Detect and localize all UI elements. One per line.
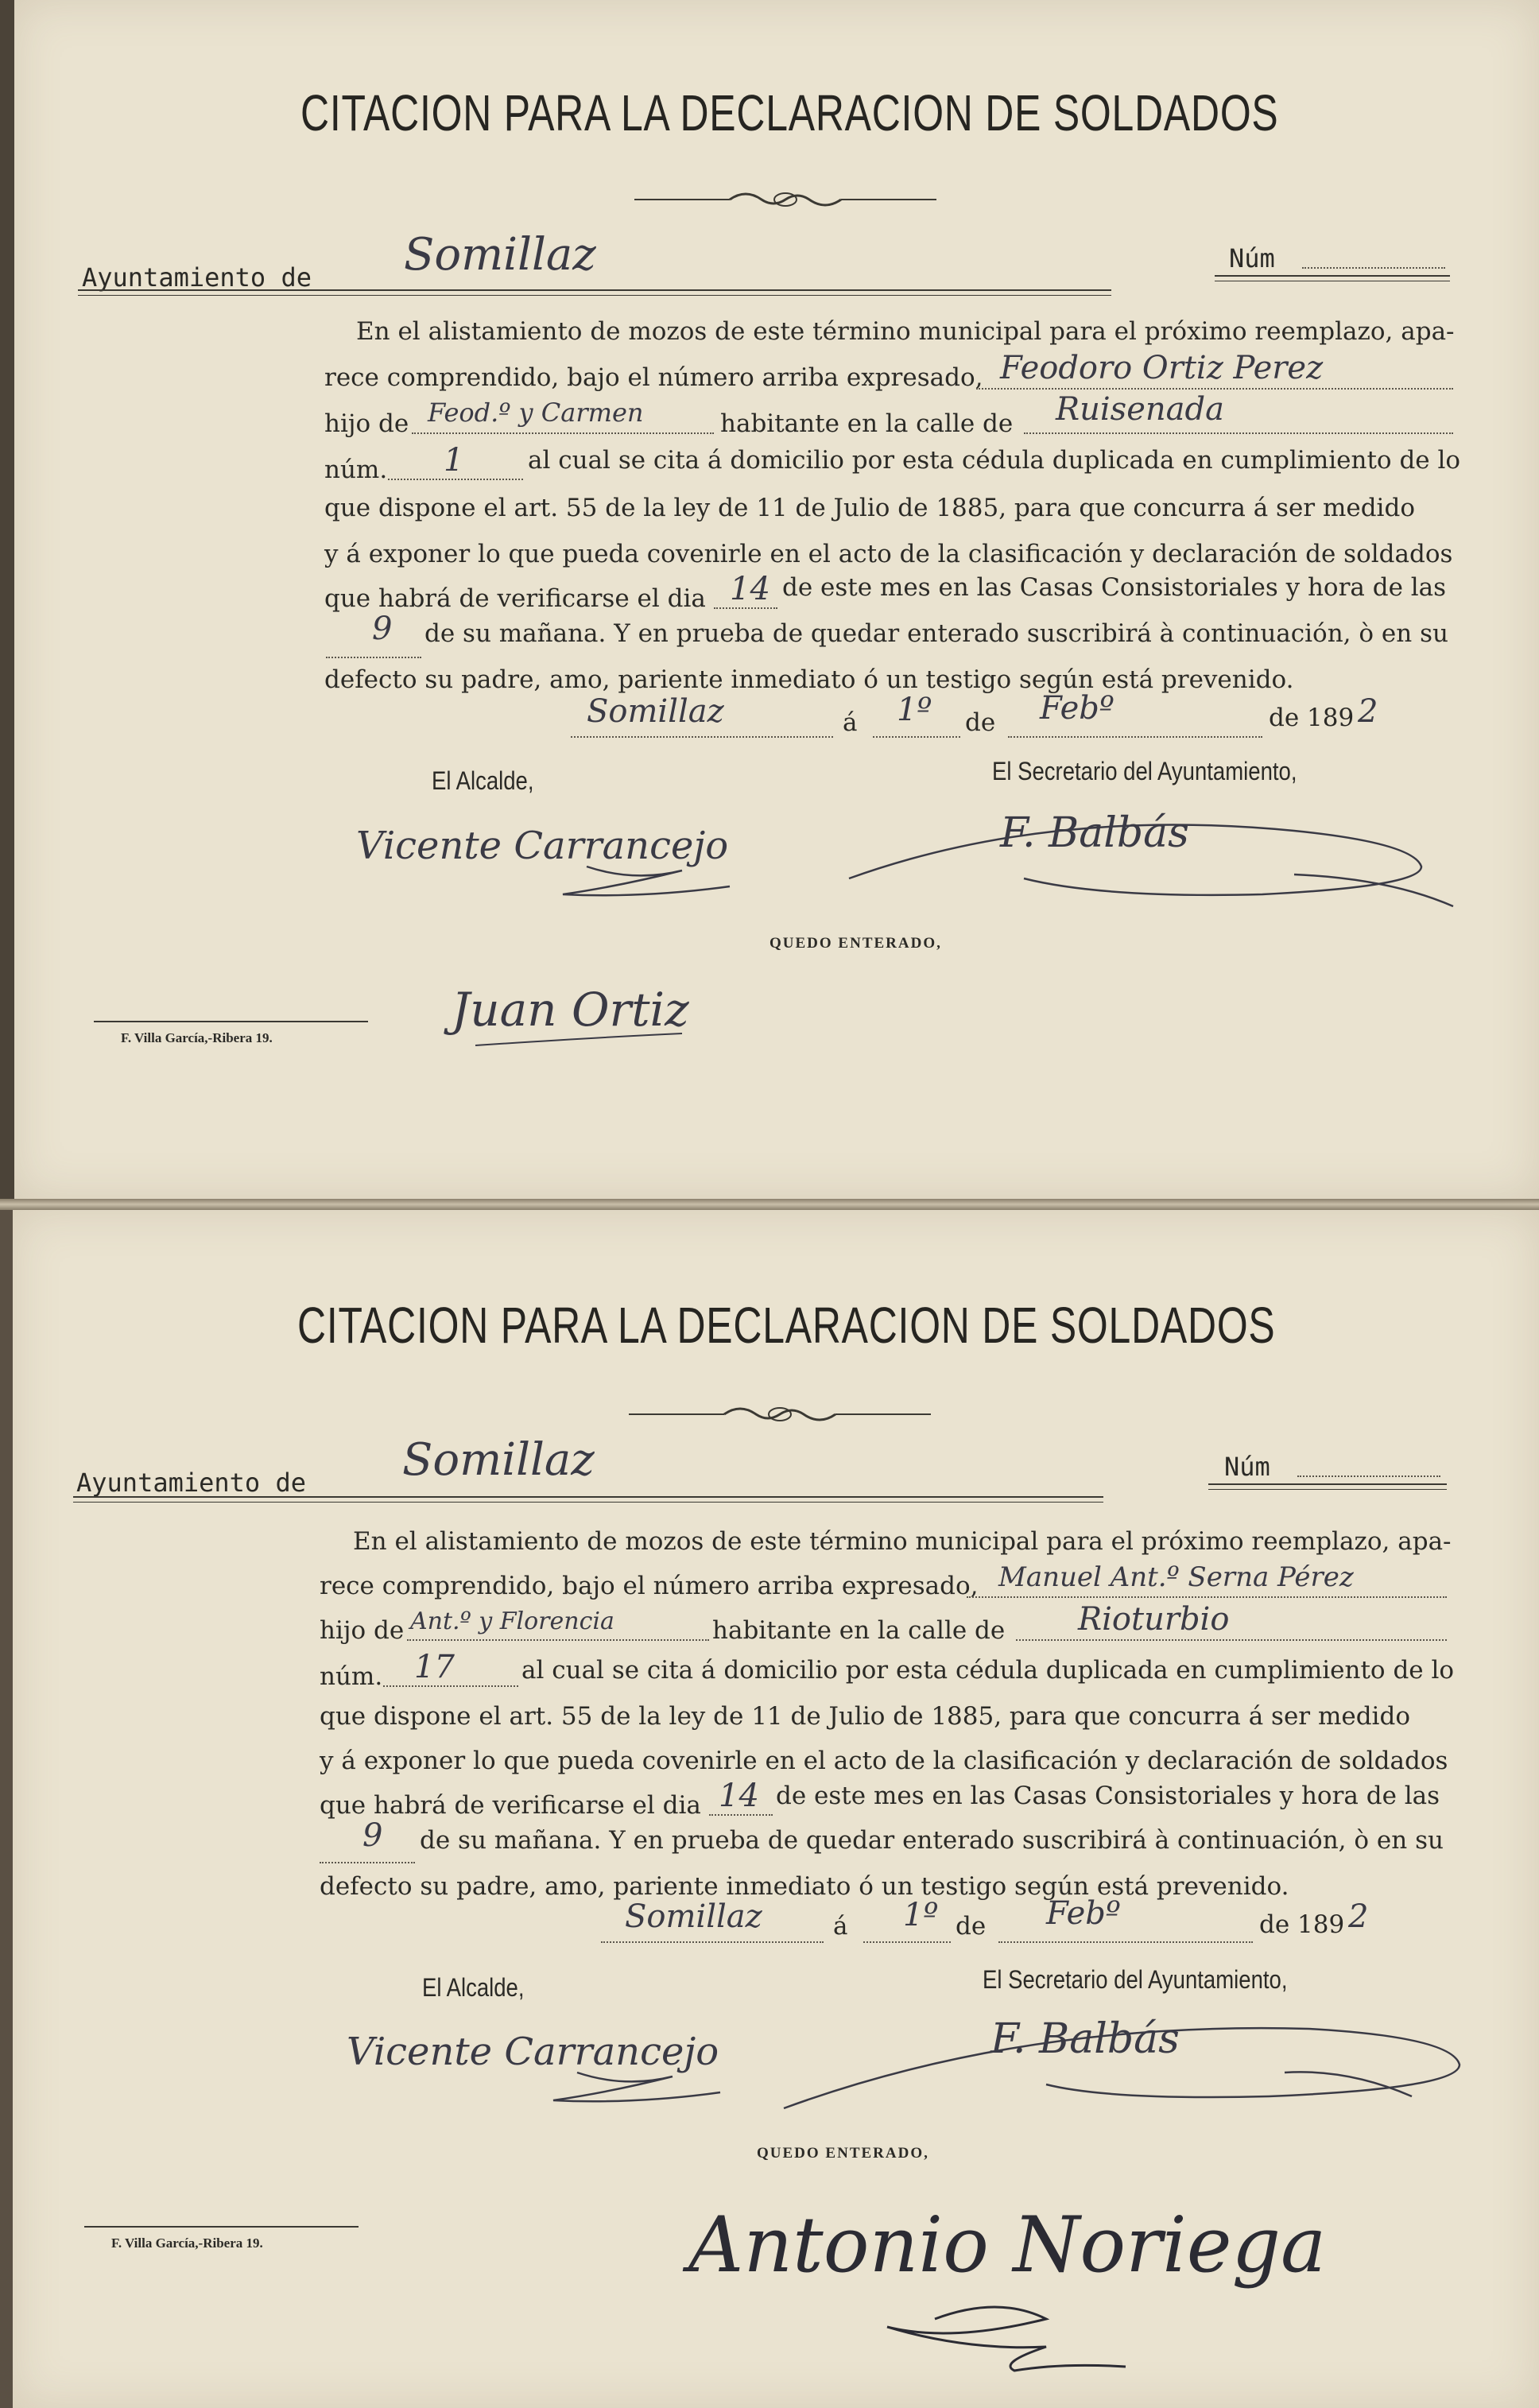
- date-day-dots: [863, 1941, 951, 1943]
- quedo-enterado-label: QUEDO ENTERADO,: [770, 935, 942, 952]
- parents-dots: [407, 1639, 709, 1641]
- day-dots: [714, 607, 777, 609]
- citation-form-2: [0, 1210, 1539, 2408]
- month-value: Febº: [1046, 1895, 1121, 1932]
- a-label: á: [833, 1912, 848, 1941]
- de-label: de: [956, 1912, 987, 1941]
- hour-value: 9: [362, 1817, 383, 1854]
- body-line-4: al cual se cita á domicilio por esta cédula duplicada en cumplimiento de lo: [521, 1656, 1455, 1685]
- num-short-value: 17: [414, 1649, 455, 1685]
- day-value: 14: [719, 1778, 759, 1814]
- enterado-signature-text: Juan Ortiz: [452, 983, 689, 1037]
- printer-credit: F. Villa García,-Ribera 19.: [111, 2235, 263, 2251]
- street-value: Rioturbio: [1078, 1601, 1230, 1638]
- form-title: CITACION PARA LA DECLARACION DE SOLDADOS: [300, 84, 1279, 142]
- habitante-label: habitante en la calle de: [720, 409, 1014, 438]
- body-line-1: En el alistamiento de mozos de este término municipal para el próximo reemplazo, apa-: [356, 317, 1455, 346]
- alcalde-signature-text: Vicente Carrancejo: [356, 824, 729, 868]
- day-dots: [709, 1814, 773, 1816]
- month-value: Febº: [1040, 690, 1115, 727]
- conscript-name: Manuel Ant.º Serna Pérez: [998, 1561, 1354, 1593]
- num-short-dots: [388, 479, 523, 480]
- body-line-2: rece comprendido, bajo el número arriba expresado,: [320, 1572, 979, 1600]
- enterado-signature: [680, 2184, 1444, 2391]
- body-line-7: que habrá de verificarse el dia: [320, 1791, 701, 1820]
- body-line-8: de su mañana. Y en prueba de quedar enterado suscribirá à continuación, ò en su: [420, 1826, 1444, 1855]
- alcalde-signature-text: Vicente Carrancejo: [347, 2030, 719, 2074]
- ayuntamiento-label: Ayuntamiento de: [82, 262, 312, 293]
- street-value: Ruisenada: [1056, 391, 1224, 428]
- name-dots: [967, 1596, 1447, 1598]
- page-fold: [0, 1199, 1539, 1210]
- year-digit: 2: [1348, 1898, 1369, 1935]
- ayuntamiento-label: Ayuntamiento de: [76, 1468, 306, 1498]
- hour-dots: [320, 1862, 415, 1863]
- hijo-label: hijo de: [320, 1616, 405, 1645]
- alcalde-signature: [348, 795, 762, 914]
- quedo-enterado-label: QUEDO ENTERADO,: [757, 2145, 929, 2162]
- num-label: Núm: [1224, 1452, 1270, 1482]
- citation-form-1: [0, 0, 1539, 1199]
- alcalde-signature: [339, 2005, 752, 2124]
- date-day-dots: [873, 736, 960, 738]
- printer-rule: [94, 1021, 368, 1022]
- conscript-name: Feodoro Ortiz Perez: [1000, 350, 1324, 386]
- secretario-signature: [849, 787, 1485, 922]
- num-dots: [1302, 267, 1445, 269]
- day-value: 14: [730, 571, 770, 607]
- secretario-signature-text: F. Balbás: [990, 2015, 1180, 2063]
- hour-value: 9: [372, 611, 393, 647]
- body-line-8: de su mañana. Y en prueba de quedar enterado suscribirá à continuación, ò en su: [424, 619, 1448, 648]
- num-rule: [1208, 1483, 1447, 1490]
- ayuntamiento-value: Somillaz: [402, 1434, 595, 1486]
- body-line-1: En el alistamiento de mozos de este término municipal para el próximo reemplazo, apa-: [353, 1527, 1452, 1556]
- de-label: de: [965, 708, 996, 737]
- name-dots: [976, 388, 1453, 390]
- body-line-6: y á exponer lo que pueda covenirle en el acto de la clasificación y declaración de soldados: [320, 1747, 1448, 1775]
- month-dots: [1008, 736, 1262, 738]
- body-line-5: que dispone el art. 55 de la ley de 11 de Julio de 1885, para que concurra á ser medido: [324, 494, 1415, 522]
- body-line-5: que dispone el art. 55 de la ley de 11 de Julio de 1885, para que concurra á ser medido: [320, 1702, 1410, 1731]
- secretario-label: El Secretario del Ayuntamiento,: [992, 757, 1297, 785]
- secretario-signature: [776, 1997, 1491, 2132]
- date-day-value: 1º: [897, 692, 932, 728]
- body-line-2: rece comprendido, bajo el número arriba expresado,: [324, 363, 983, 392]
- form-title: CITACION PARA LA DECLARACION DE SOLDADOS: [297, 1297, 1276, 1354]
- alcalde-label: El Alcalde,: [432, 766, 534, 795]
- place-value: Somillaz: [625, 1898, 762, 1935]
- body-line-9: defecto su padre, amo, pariente inmediato ó un testigo según está prevenido.: [324, 665, 1294, 694]
- body-line-4: al cual se cita á domicilio por esta cédula duplicada en cumplimiento de lo: [528, 446, 1461, 475]
- num-dots: [1297, 1475, 1440, 1477]
- body-line-7: que habrá de verificarse el dia: [324, 584, 706, 613]
- place-dots: [601, 1941, 824, 1943]
- year-prefix: de 189: [1259, 1910, 1345, 1939]
- month-dots: [998, 1941, 1253, 1943]
- hour-dots: [326, 657, 421, 658]
- ornament-divider: [629, 1402, 931, 1426]
- habitante-label: habitante en la calle de: [712, 1616, 1006, 1645]
- year-prefix: de 189: [1269, 704, 1355, 732]
- place-value: Somillaz: [587, 693, 724, 730]
- num-label: Núm: [1229, 243, 1275, 273]
- hijo-label: hijo de: [324, 409, 409, 438]
- ayuntamiento-rule: [73, 1496, 1103, 1503]
- num-short-value: 1: [444, 442, 464, 479]
- body-line-7-suffix: de este mes en las Casas Consistoriales y hora de las: [776, 1782, 1440, 1810]
- secretario-signature-text: F. Balbás: [1000, 809, 1189, 857]
- alcalde-label: El Alcalde,: [422, 1973, 525, 2002]
- body-line-7-suffix: de este mes en las Casas Consistoriales y hora de las: [782, 573, 1447, 602]
- ayuntamiento-value: Somillaz: [404, 229, 596, 281]
- ornament-divider: [634, 188, 936, 211]
- body-line-9: defecto su padre, amo, pariente inmediato ó un testigo según está prevenido.: [320, 1872, 1289, 1901]
- printer-credit: F. Villa García,-Ribera 19.: [121, 1030, 273, 1045]
- place-dots: [571, 736, 833, 738]
- secretario-label: El Secretario del Ayuntamiento,: [983, 1965, 1288, 1994]
- enterado-signature: [444, 958, 730, 1061]
- num-rule: [1215, 275, 1450, 281]
- date-day-value: 1º: [903, 1897, 939, 1933]
- parents-value: Feod.º y Carmen: [428, 397, 644, 428]
- a-label: á: [843, 708, 858, 737]
- body-line-6: y á exponer lo que pueda covenirle en el acto de la clasificación y declaración de soldados: [324, 540, 1453, 568]
- year-digit: 2: [1358, 693, 1378, 730]
- parents-value: Ant.º y Florencia: [410, 1607, 614, 1635]
- street-dots: [1016, 1639, 1447, 1641]
- ayuntamiento-rule: [78, 289, 1111, 296]
- printer-rule: [84, 2226, 359, 2228]
- num-short-dots: [383, 1685, 518, 1687]
- street-dots: [1024, 432, 1453, 434]
- num-short-label: núm.: [324, 456, 388, 484]
- enterado-signature-text: Antonio Noriega: [688, 2201, 1327, 2290]
- parents-dots: [412, 432, 714, 434]
- num-short-label: núm.: [320, 1662, 383, 1691]
